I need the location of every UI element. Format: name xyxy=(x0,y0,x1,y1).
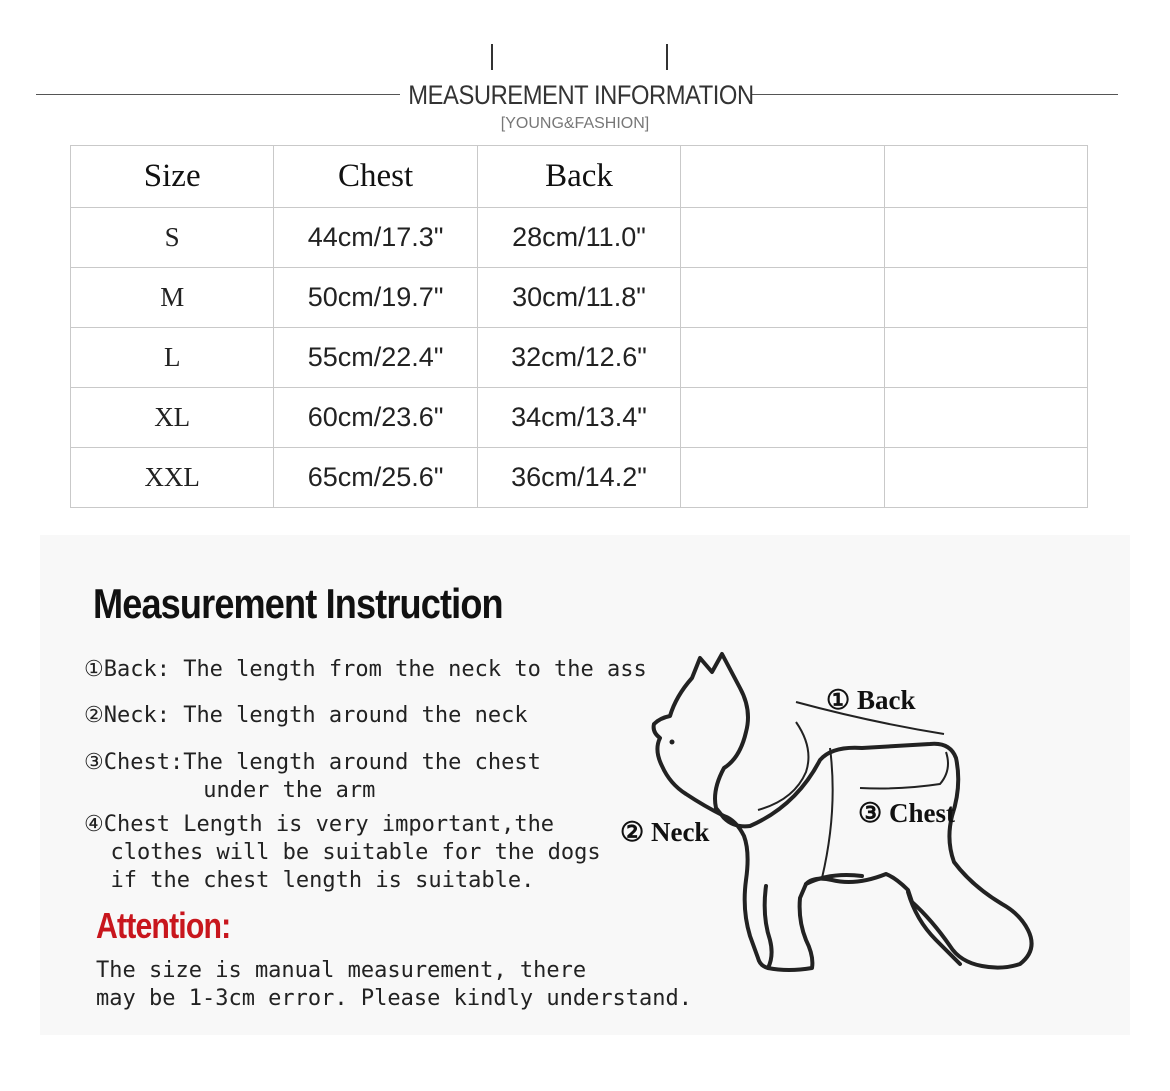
empty-cell xyxy=(681,268,884,328)
column-header-empty-1 xyxy=(681,146,884,208)
chest-measure-band xyxy=(822,748,833,878)
empty-cell xyxy=(884,328,1087,388)
empty-cell xyxy=(884,208,1087,268)
size-cell: M xyxy=(71,268,274,328)
neck-label: ② Neck xyxy=(620,817,710,847)
back-cell: 30cm/11.8" xyxy=(477,268,680,328)
instruction-back: ①Back: The length from the neck to the ass xyxy=(84,657,647,682)
column-header-chest: Chest xyxy=(274,146,477,208)
back-cell: 28cm/11.0" xyxy=(477,208,680,268)
chest-cell: 60cm/23.6" xyxy=(274,388,477,448)
instruction-chest: ③Chest:The length around the chest under the arm xyxy=(84,750,541,803)
size-table xyxy=(70,145,1088,508)
back-cell: 34cm/13.4" xyxy=(477,388,680,448)
header-tick-right xyxy=(666,44,668,70)
empty-cell xyxy=(681,208,884,268)
instruction-title: Measurement Instruction xyxy=(93,580,503,627)
chest-cell: 65cm/25.6" xyxy=(274,448,477,508)
back-cell: 36cm/14.2" xyxy=(477,448,680,508)
table-row xyxy=(71,328,1088,388)
attention-title: Attention: xyxy=(96,905,231,946)
back-label: ① Back xyxy=(826,685,916,715)
column-header-back: Back xyxy=(477,146,680,208)
empty-cell xyxy=(884,268,1087,328)
table-row xyxy=(71,448,1088,508)
column-header-size: Size xyxy=(71,146,274,208)
empty-cell xyxy=(681,448,884,508)
page-title: MEASUREMENT INFORMATION xyxy=(408,80,754,110)
table-row xyxy=(71,268,1088,328)
attention-text: The size is manual measurement, there may be 1-3cm error. Please kindly understand. xyxy=(96,958,693,1011)
dog-eye xyxy=(670,740,675,745)
instruction-chest-length: ④Chest Length is very important,the clothes will be suitable for the dogs if the chest length is suitable. xyxy=(84,812,601,893)
header-tick-left xyxy=(491,44,493,70)
chest-cell: 50cm/19.7" xyxy=(274,268,477,328)
table-row xyxy=(71,208,1088,268)
instruction-neck: ②Neck: The length around the neck xyxy=(84,703,528,728)
table-header-row xyxy=(71,146,1088,208)
neck-measure-loop xyxy=(758,722,808,810)
size-cell: XXL xyxy=(71,448,274,508)
dog-front-leg-line xyxy=(765,886,772,968)
column-header-empty-2 xyxy=(884,146,1087,208)
size-cell: XL xyxy=(71,388,274,448)
page-subtitle: [YOUNG&FASHION] xyxy=(500,115,650,132)
size-cell: L xyxy=(71,328,274,388)
back-cell: 32cm/12.6" xyxy=(477,328,680,388)
empty-cell xyxy=(681,328,884,388)
size-cell: S xyxy=(71,208,274,268)
table-row xyxy=(71,388,1088,448)
empty-cell xyxy=(681,388,884,448)
chest-cell: 44cm/17.3" xyxy=(274,208,477,268)
empty-cell xyxy=(884,448,1087,508)
chest-label: ③ Chest xyxy=(858,798,955,828)
chest-cell: 55cm/22.4" xyxy=(274,328,477,388)
empty-cell xyxy=(884,388,1087,448)
chest-measure-band-2 xyxy=(860,752,948,789)
